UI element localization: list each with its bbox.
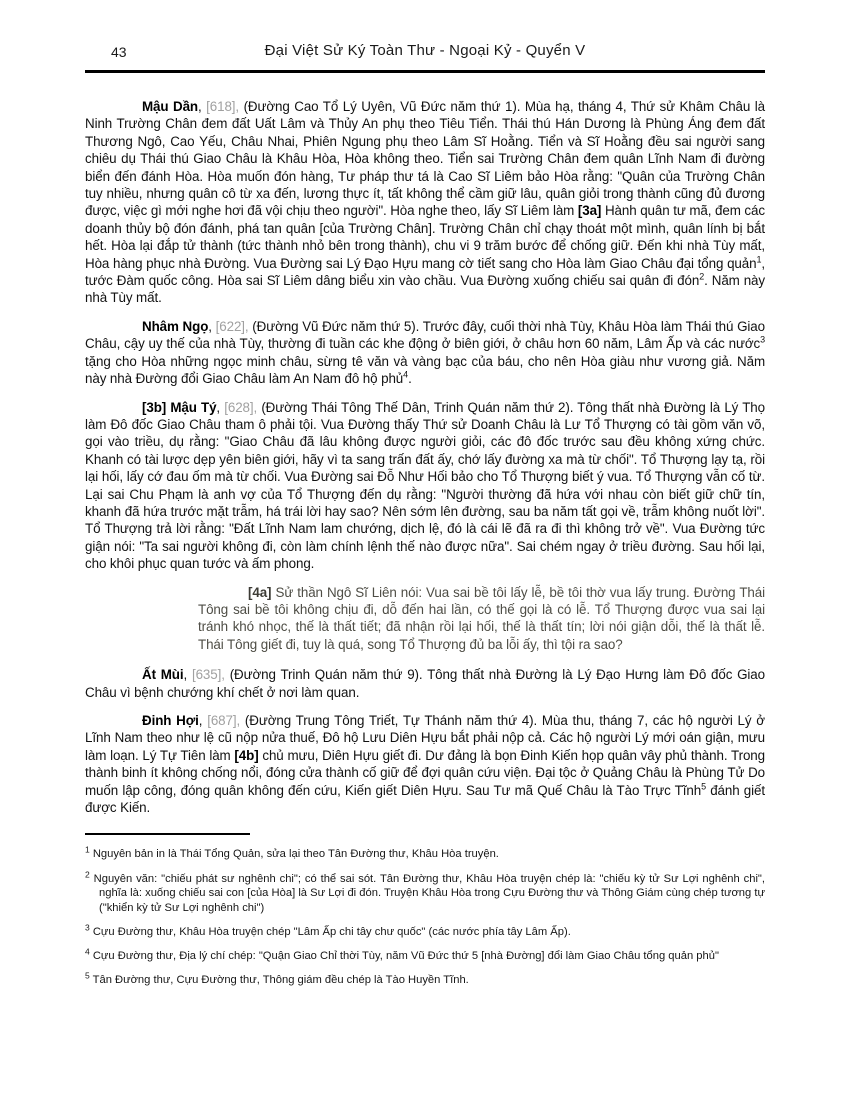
folio-marker: [4a]: [248, 584, 272, 600]
era-name: Nhâm Ngọ: [142, 318, 209, 334]
document-body: [85, 98, 765, 816]
paragraph-nham-ngo: [85, 318, 765, 388]
footnote-item: [85, 922, 765, 940]
body-text: (Đường Cao Tổ Lý Uyên, Vũ Đức năm thứ 1). Mùa hạ, tháng 4, Thứ sử Khâm Châu là Ninh Trường Chân đem đất Uất Lâm và Thủy An phụ theo Tiêu Tiển. Thái thú Hán Dương là Phùng Áng đem đất Thương Ngô, Cao Yếu, Châu Nhai, Phiên Ngung phụ theo Lâm Sĩ Hoằng. Tiển và Sĩ Hoằng đều sai người sang chiêu dụ Thái thú Giao Châu là Khâu Hòa, Hòa không theo. Tiển sai Trường Chân đem quân Lĩnh Nam đi đường biển đến đánh Hòa. Hòa muốn đón hàng, Tư pháp thư tá là Cao Sĩ Liêm bảo Hòa rằng: "Quân của Trường Chân tuy nhiều, nhưng quân cô từ xa đến, lương thực ít, tất không thể cầm giữ lâu, quân giỏi trong thành cũng đủ đương được, việc gì mới nghe hơi đã vội chịu theo người". Hòa nghe theo, lấy Sĩ Liêm làm: [85, 99, 765, 219]
page-header: [85, 42, 765, 63]
body-text: (Đường Vũ Đức năm thứ 5). Trước đây, cuối thời nhà Tùy, Khâu Hòa làm Thái thú Giao Châu, cậy uy thế của nhà Tùy, thường đi tuần các khe động ở biên giới, ở châu hơn 60 năm, Lâm Ấp và các nước: [85, 318, 765, 352]
year-marker: [618],: [206, 99, 240, 114]
year-marker: [628],: [224, 399, 258, 415]
footnote-item: [85, 946, 765, 964]
footnote-number: 5: [85, 970, 90, 981]
separator-text: ,: [216, 399, 225, 415]
era-name: Ất Mùi: [142, 667, 184, 683]
footnote-text: Cựu Đường thư, Địa lý chí chép: "Quận Giao Chỉ thời Tùy, năm Vũ Đức thứ 5 [nhà Đường] đổi làm Giao Châu tổng quản phủ": [92, 949, 719, 962]
document-title: Đại Việt Sử Ký Toàn Thư - Ngoại Kỷ - Quyển V: [264, 42, 586, 59]
paragraph-at-mui: [85, 666, 765, 701]
footnote-ref: 5: [701, 781, 706, 792]
footnote-ref: 3: [760, 334, 765, 345]
paragraph-dinh-hoi: [85, 712, 765, 816]
separator-text: ,: [198, 99, 207, 114]
footnote-number: 3: [85, 922, 90, 933]
year-marker: [622],: [215, 318, 249, 334]
footnote-number: 2: [85, 868, 90, 879]
footnote-separator: [85, 833, 250, 835]
header-rule: [85, 70, 765, 73]
footnote-text: Nguyên bản in là Thái Tổng Quản, sửa lại theo Tân Đường thư, Khâu Hòa truyện.: [92, 848, 499, 861]
footnote-item: [85, 868, 766, 916]
body-text: (Đường Thái Tông Thế Dân, Trinh Quán năm thứ 2). Tông thất nhà Đường là Lý Thọ làm Đô đốc Giao Châu tham ô phải tội. Vua Đường thấy Thứ sử Doanh Châu là Lư Tổ Thượng có tài gồm văn võ, gọi vào triều, dụ rằng: "Giao Châu đã lâu không được người giỏi, các đô đốc trước sau đều không xứng chức. Khanh có tài lược dẹp yên biên giới, hãy vì ta sang trấn đất ấy, chớ lấy đường xa mà từ chối". Tổ Thượng lạy tạ, rồi lại hối, lấy cớ đau ốm mà từ chối. Vua Đường sai Đỗ Như Hối bảo cho Tổ Thượng biết ý vua. Tổ Thượng vẫn cố từ. Lại sai Chu Phạm là anh vợ của Tổ Thượng đến dụ rằng: "Người thường đã hứa với nhau còn biết giữ chữ tín, khanh đã hứa trước mặt trẫm, há trái lời hay sao? Nên sớm lên đường, sau ba năm tất gọi về, trẫm không nuốt lời". Tổ Thượng trả lời rằng: "Đất Lĩnh Nam lam chướng, dịch lệ, đó là cái lẽ đã ra đi thì không trở về". Vua Đường tức giận nói: "Ta sai người không đi, còn làm chính lệnh thế nào được nữa". Sai chém ngay ở triều đường. Sau hối lại, cho khôi phục quan tước và ấm phong.: [85, 399, 765, 572]
body-text: (Đường Trung Tông Triết, Tự Thánh năm thứ 4). Mùa thu, tháng 7, các hộ người Lý ở Lĩnh Nam theo như lệ cũ nộp nửa thuế, Đô hộ Lưu Diên Hựu bắt phải nộp cả. Các hộ người Lý mới oán giận, mưu làm loạn. Lý Tự Tiên làm: [85, 713, 765, 763]
footnote-item: [85, 844, 765, 862]
historian-commentary-block: [198, 584, 765, 654]
body-text: .: [408, 371, 412, 387]
body-text: tặng cho Hòa những ngọc minh châu, sừng tê văn và vàng bạc của báu, cho nên Hòa giàu như vương giả. Năm này nhà Đường đổi Giao Châu làm An Nam đô hộ phủ: [85, 353, 765, 387]
footnotes-section: [85, 844, 766, 987]
year-marker: [635],: [191, 667, 225, 683]
body-text: Hành quân tư mã, đem các doanh thủy bộ đón đánh, phá tan quân [của Trường Chân]. Trường Chân chỉ chạy thoát một mình, quân lính bị bắt hết. Hòa lại đắp tử thành (tức thành nhỏ bên trong thành), chu vi 9 trăm bước để chống giữ. Đến khi nhà Tùy mất, Hòa hàng phục nhà Đường. Vua Đường sai Lý Đạo Hựu mang cờ tiết sang cho Hòa làm Giao Châu đại tổng quản: [85, 203, 765, 271]
commentary-text: Sử thần Ngô Sĩ Liên nói: Vua sai bề tôi lấy lễ, bề tôi thờ vua lấy trung. Đường Thái Tông sai bề tôi không chịu đi, dỗ đến hai lần, có thế gọi là có lễ. Tổ Thượng được vua sai lại tránh khó nhọc, thế là thất tiết; đã nhận rồi lại hối, thế là thất tín; lời nói giận dỗi, thế là thất lễ. Thái Tông giết đi, tuy là quá, song Tổ Thượng đủ ba lỗi ấy, thì tội ra sao?: [198, 584, 765, 652]
footnote-ref: 2: [699, 271, 705, 282]
separator-text: ,: [183, 667, 192, 683]
body-text: , tước Đàm quốc công. Hòa sai Sĩ Liêm dâng biểu xin vào chầu. Vua Đường xuống chiếu sai quân đi đón: [85, 255, 765, 289]
body-text: (Đường Trinh Quán năm thứ 9). Tông thất nhà Đường là Lý Đạo Hưng làm Đô đốc Giao Châu vì bệnh chướng khí chết ở nơi làm quan.: [85, 667, 765, 700]
era-name: Đinh Hợi: [142, 713, 199, 728]
footnote-text: Tân Đường thư, Cựu Đường thư, Thông giám đều chép là Tào Huyền Tĩnh.: [92, 974, 469, 986]
body-text: đánh giết được Kiến.: [85, 782, 765, 816]
footnote-text: Cựu Đường thư, Khâu Hòa truyện chép "Lâm Ấp chi tây chư quốc" (các nước phía tây Lâm Ấp).: [92, 925, 571, 938]
folio-marker: [4b]: [234, 747, 259, 763]
footnote-ref: 1: [756, 254, 762, 265]
paragraph-mau-dan: [85, 98, 765, 307]
era-name: Mậu Dần: [142, 99, 198, 114]
footnote-ref: 4: [403, 369, 409, 380]
year-marker: [687],: [207, 713, 241, 728]
footnote-item: [85, 970, 765, 988]
footnote-number: 1: [85, 844, 90, 855]
footnote-number: 4: [85, 946, 90, 957]
paragraph-mau-ty: [85, 399, 765, 573]
folio-marker: [3a]: [577, 203, 602, 219]
footnote-text: Nguyên văn: "chiếu phát sư nghênh chi"; có thể sai sót. Tân Đường thư, Khâu Hòa truyện chép là: "chiếu kỳ tử Sư Lợi nghênh chi", nghĩa là: xuống chiếu sai con [của Hòa] là Sư Lợi đi đón. Truyện Khâu Hòa trong Cựu Đường thư và Thông Giám cùng chép tương tự ("khiển kỳ tử Sư Lợi nghênh chi"): [93, 872, 766, 914]
separator-text: ,: [208, 318, 216, 334]
era-name: [3b] Mậu Tý: [142, 399, 217, 415]
separator-text: ,: [198, 713, 208, 728]
page-number: 43: [111, 44, 127, 60]
body-text: . Năm này nhà Tùy mất.: [85, 273, 766, 306]
body-text: chủ mưu, Diên Hựu giết đi. Dư đảng là bọn Đinh Kiến họp quân vây phủ thành. Trong thành binh ít không chống nổi, đóng cửa thành cố giữ để đợi quân cứu viện. Đại tộc ở Quảng Châu là Phùng Tử Do muốn lập công, đóng quân không đến cứu, Kiến giết Diên Hựu. Sau Tư mã Quế Châu là Tào Trực Tĩnh: [85, 747, 765, 798]
